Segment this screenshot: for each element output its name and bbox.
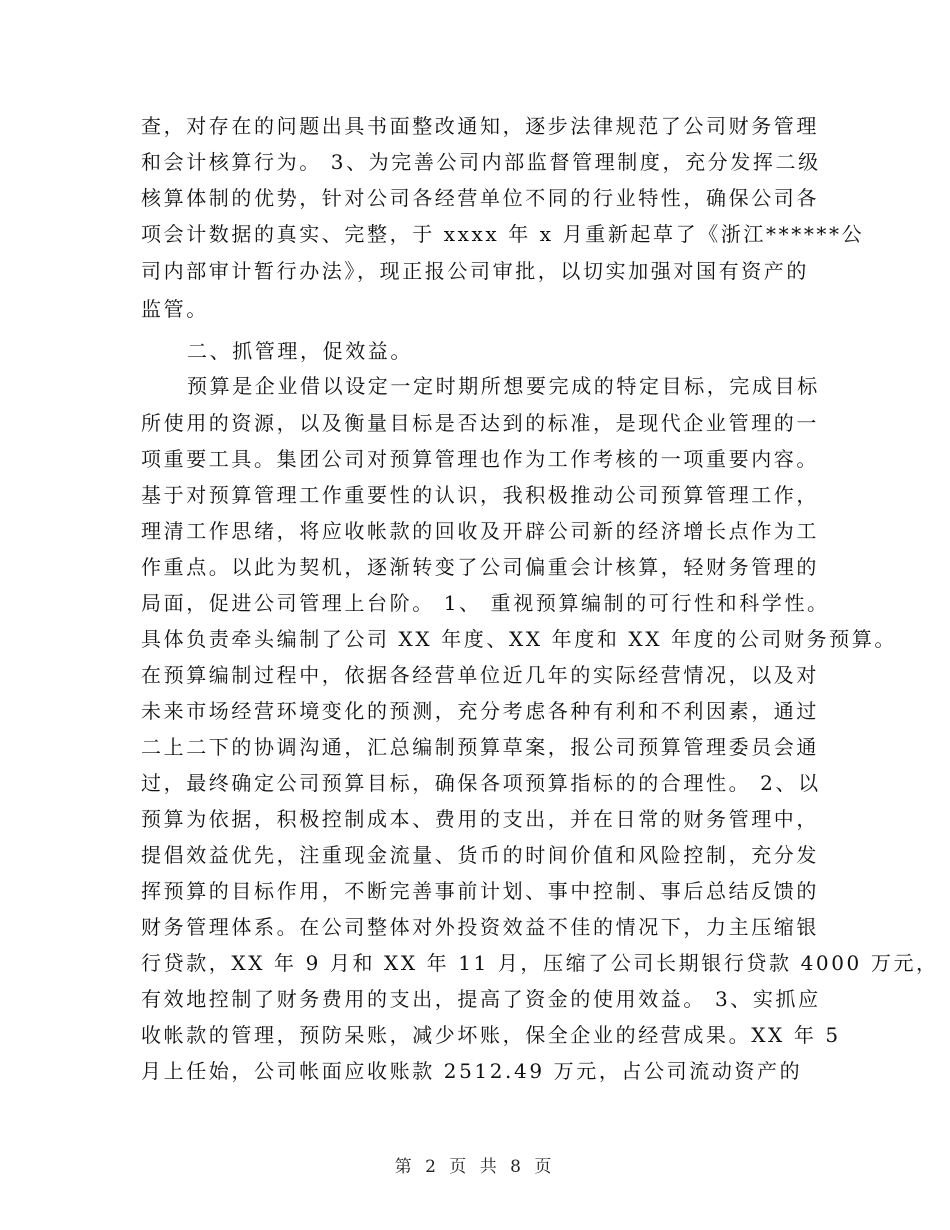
text-line: 司内部审计暂行办法》，现正报公司审批，以切实加强对国有资产的 — [141, 259, 809, 283]
text-line: 和会计核算行为。 3、为完善公司内部监督管理制度，充分发挥二级 — [141, 150, 821, 174]
text-line: 项会计数据的真实、完整，于 xxxx 年 x 月重新起草了《浙江******公 — [141, 222, 865, 246]
section-heading: 二、抓管理，促效益。 — [187, 339, 413, 363]
page-number-footer: 第 2 页 共 8 页 — [394, 1157, 556, 1177]
text-line: 作重点。以此为契机，逐渐转变了公司偏重会计核算，轻财务管理的 — [141, 555, 819, 579]
text-line: 有效地控制了财务费用的支出，提高了资金的使用效益。 3、实抓应 — [141, 987, 821, 1011]
text-line: 局面，促进公司管理上台阶。 1、 重视预算编制的可行性和科学性。 — [141, 591, 830, 615]
text-line: 月上任始，公司帐面应收账款 2512.49 万元，占公司流动资产的 — [141, 1059, 803, 1083]
text-line: 基于对预算管理工作重要性的认识，我积极推动公司预算管理工作， — [141, 483, 819, 507]
text-line: 二上二下的协调沟通，汇总编制预算草案，报公司预算管理委员会通 — [141, 735, 819, 759]
text-line: 具体负责牵头编制了公司 XX 年度、XX 年度和 XX 年度的公司财务预算。 — [141, 627, 898, 651]
text-line: 未来市场经营环境变化的预测，充分考虑各种有利和不利因素，通过 — [141, 699, 819, 723]
text-line: 收帐款的管理，预防呆账，减少坏账，保全企业的经营成果。XX 年 5 — [141, 1023, 841, 1047]
text-line: 所使用的资源，以及衡量目标是否达到的标准，是现代企业管理的一 — [141, 411, 819, 435]
text-line: 理清工作思绪，将应收帐款的回收及开辟公司新的经济增长点作为工 — [141, 519, 819, 543]
text-line: 行贷款，XX 年 9 月和 XX 年 11 月，压缩了公司长期银行贷款 4000 万元， — [141, 951, 939, 975]
text-line: 提倡效益优先，注重现金流量、货币的时间价值和风险控制，充分发 — [141, 843, 819, 867]
text-line: 在预算编制过程中，依据各经营单位近几年的实际经营情况，以及对 — [141, 663, 819, 687]
text-line: 核算体制的优势，针对公司各经营单位不同的行业特性，确保公司各 — [141, 186, 819, 210]
text-line: 预算是企业借以设定一定时期所想要完成的特定目标，完成目标 — [187, 374, 820, 398]
text-line: 查，对存在的问题出具书面整改通知，逐步法律规范了公司财务管理 — [141, 114, 819, 138]
text-line: 预算为依据，积极控制成本、费用的支出，并在日常的财务管理中， — [141, 807, 819, 831]
text-line: 项重要工具。集团公司对预算管理也作为工作考核的一项重要内容。 — [141, 447, 819, 471]
text-line: 财务管理体系。在公司整体对外投资效益不佳的情况下，力主压缩银 — [141, 915, 819, 939]
text-line: 监管。 — [141, 297, 209, 321]
text-line: 过，最终确定公司预算目标，确保各项预算指标的的合理性。 2、以 — [141, 771, 821, 795]
text-line: 挥预算的目标作用，不断完善事前计划、事中控制、事后总结反馈的 — [141, 879, 819, 903]
